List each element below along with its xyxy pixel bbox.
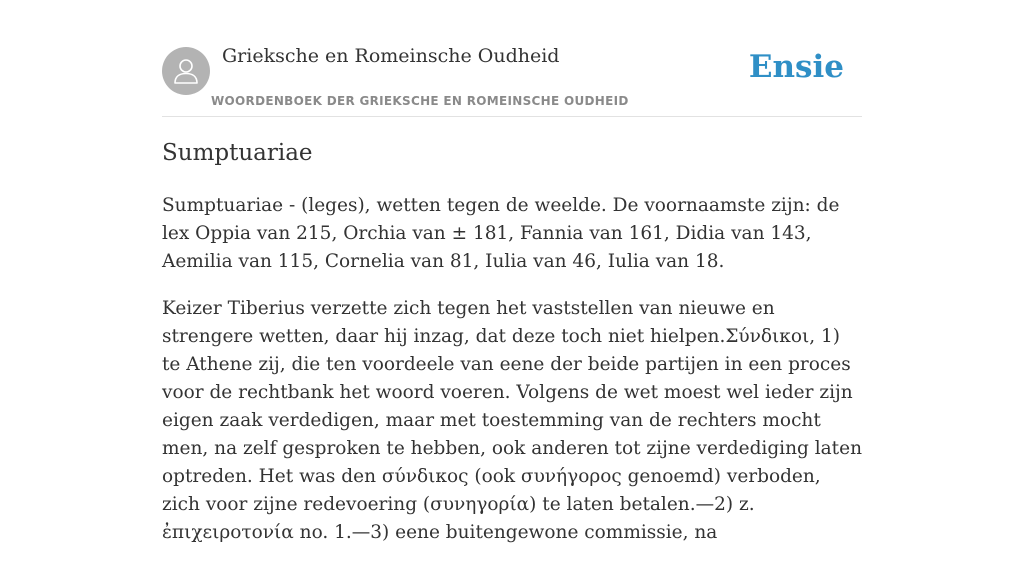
source-subtitle: WOORDENBOEK DER GRIEKSCHE EN ROMEINSCHE OUDHEID — [211, 94, 629, 108]
entry-body — [162, 192, 862, 566]
ensie-logo[interactable]: Ensie — [748, 49, 844, 85]
entry-paragraph: Sumptuariae - (leges), wetten tegen de weelde. De voornaamste zijn: de lex Oppia van 215, Orchia van ± 181, Fannia van 161, Didia van 143, Aemilia van 115, Cornelia van 81, Iulia van 46, Iulia van 18. — [162, 195, 840, 272]
content-container — [162, 0, 862, 543]
user-icon — [171, 56, 201, 86]
source-header — [162, 0, 862, 117]
entry-paragraph: Keizer Tiberius verzette zich tegen het vaststellen van nieuwe en strengere wetten, daar hij inzag, dat deze toch niet hielpen.Σύνδικοι, 1) te Athene zij, die ten voordeele van eene der beide partijen in een proces voor de rechtbank het woord voeren. Volgens de wet moest wel ieder zijn eigen zaak verdedigen, maar met toestemming van de rechters mocht men, na zelf gesproken te hebben, ook anderen tot zijne verdediging laten optreden. Het was den σύνδικος (ook συνήγορος genoemd) verboden, zich voor zijne redevoering (συνηγορία) te laten betalen.—2) z. ἐπιχειροτονία no. 1.—3) eene buitengewone commissie, na — [162, 298, 862, 543]
source-title-link[interactable]: Grieksche en Romeinsche Oudheid — [222, 45, 560, 67]
page-title: Sumptuariae — [162, 140, 313, 166]
avatar[interactable] — [162, 47, 210, 95]
